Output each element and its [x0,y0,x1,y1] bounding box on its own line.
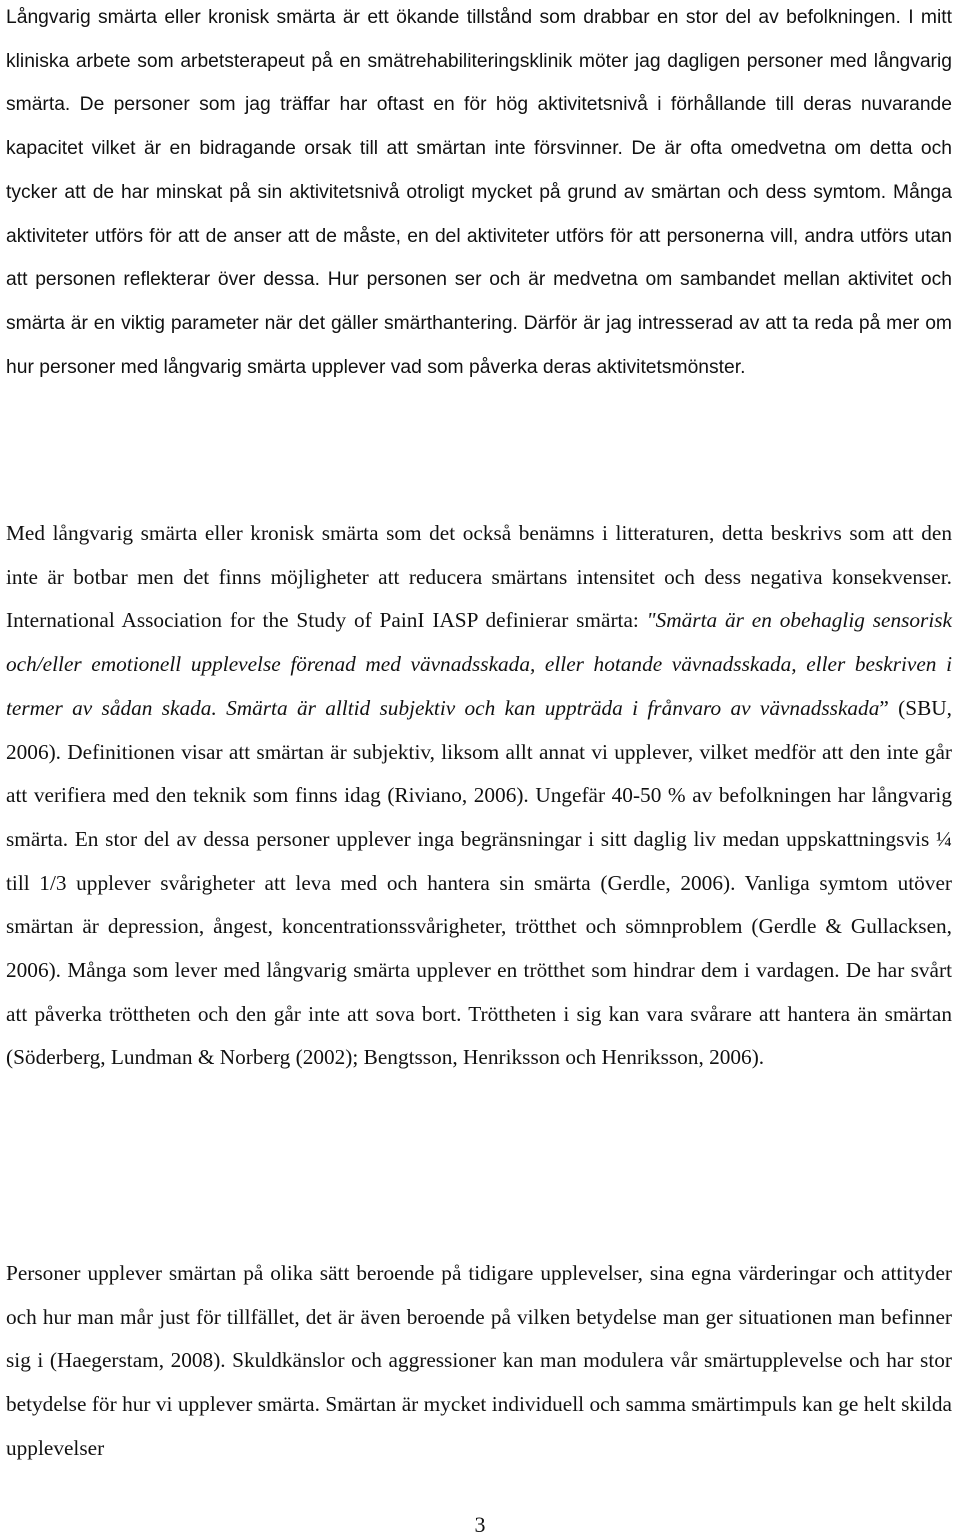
paragraph-definition [6,512,952,1080]
paragraph-experience [6,1252,952,1471]
paragraph-intro-continuation: Många aktiviteter utförs för att de anser att de måste, en del aktiviteter utförs för att personerna vill, andra utförs utan att personen reflekterar över dessa. Hur personen ser och är medvetna om sambandet mellan aktivitet och smärta är en viktig parameter när det gäller smärthantering. Därför är jag intresserad av att ta reda på mer om hur personer med långvarig smärta upplever vad som påverka deras aktivitetsmönster. [6,181,952,378]
paragraph-experience-text: Personer upplever smärtan på olika sätt beroende på tidigare upplevelser, sina egna värderingar och attityder och hur man mår just för tillfället, det är även beroende på vilken betydelse man ger situationen man befinner sig i (Haegerstam, 2008). Skuldkänslor och aggressioner kan man modulera vår smärtupplevelse och har stor betydelse för hur vi upplever smärta. Smärtan är mycket individuell och samma smärtimpuls kan ge helt skilda upplevelser [6,1261,952,1460]
paragraph-definition-rest: ” (SBU, 2006). Definitionen visar att smärtan är subjektiv, liksom allt annat vi upplever, vilket medför att den inte går att verifiera med den teknik som finns idag (Riviano, 2006). Ungefär 40-50 % av befolkningen har långvarig smärta. En stor del av dessa personer upplever inga begränsningar i sitt daglig liv medan uppskattningsvis ¼ till 1/3 upplever svårigheter att leva med och hantera sin smärta (Gerdle, 2006). Vanliga symtom utöver smärtan är depression, ångest, koncentrationssvårigheter, trötthet och sömnproblem (Gerdle & Gullacksen, 2006). Många som lever med långvarig smärta upplever en trötthet som hindrar dem i vardagen. De har svårt att påverka tröttheten och den går inte att sova bort. Tröttheten i sig kan vara svårare att hantera än smärtan (Söderberg, Lundman & Norberg (2002); Bengtsson, Henriksson och Henriksson, 2006). [6,695,952,1070]
page-number: 3 [474,1512,486,1537]
paragraph-definition-intro: Med långvarig smärta eller kronisk smärta som det också benämns i litteraturen, detta beskrivs som att den inte är botbar men det finns möjligheter att reducera smärtans intensitet och dess negativa konsekvenser. International Association for the Study of PainI IASP definierar smärta: [6,521,952,633]
paragraph-intro-text: Långvarig smärta eller kronisk smärta är ett ökande tillstånd som drabbar en stor del av befolkningen. I mitt kliniska arbete som arbetsterapeut på en smätrehabiliteringsklinik möter jag dagligen personer med långvarig smärta. De personer som jag träffar har oftast en för hög aktivitetsnivå i förhållande till deras nuvarande kapacitet vilket är en bidragande orsak till att smärtan inte försvinner. De är ofta omedvetna om detta och tycker att de har minskat på sin aktivitetsnivå otroligt mycket på grund av smärtan och dess symtom. [6,7,952,203]
paragraph-intro [6,0,952,389]
iasp-definition-quote: "Smärta är en obehaglig sensorisk och/eller emotionell upplevelse förenad med vävnadsskada, eller hotande vävnadsskada, eller beskriven i termer av sådan skada. Smärta är alltid subjektiv och kan uppträda i frånvaro av vävnadsskada [6,608,952,720]
